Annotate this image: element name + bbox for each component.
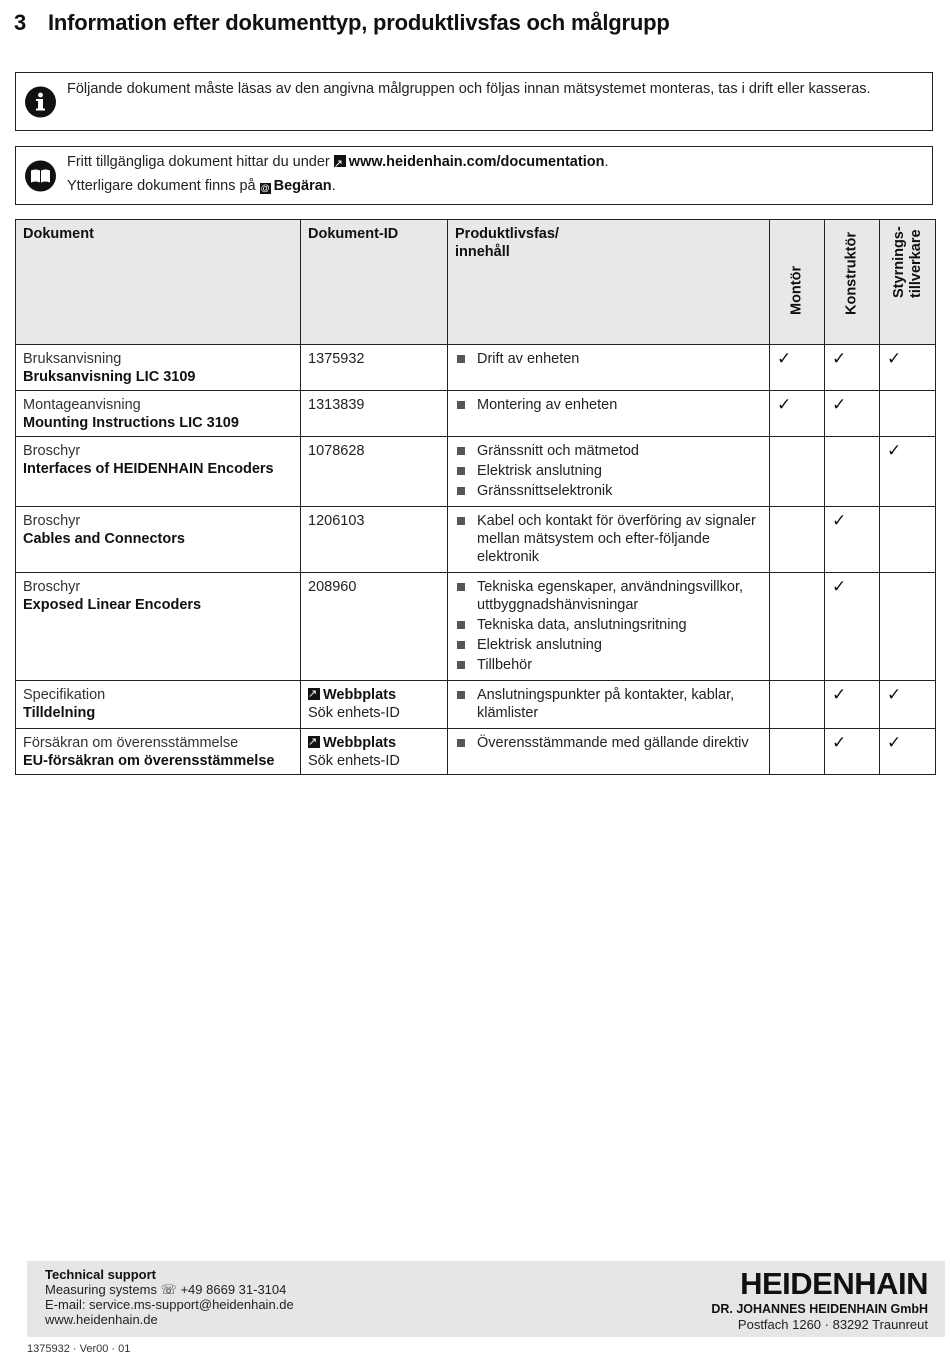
checkmark-icon: ✓ — [887, 441, 902, 460]
footer — [27, 1261, 945, 1337]
designer-cell — [825, 345, 880, 391]
document-id: 208960 — [308, 579, 357, 595]
phase-cell — [448, 391, 770, 437]
documentation-link[interactable]: www.heidenhain.com/documentation — [348, 154, 605, 170]
checkmark-icon: ✓ — [832, 395, 847, 414]
phase-cell — [448, 507, 770, 573]
content-item: Montering av enheten — [455, 396, 762, 414]
document-title: Exposed Linear Encoders — [23, 597, 202, 613]
checkmark-icon: ✓ — [832, 733, 847, 752]
document-id-note: Sök enhets-ID — [308, 753, 400, 769]
fitter-cell — [770, 507, 825, 573]
checkmark-icon: ✓ — [832, 685, 847, 704]
section-number: 3 — [14, 10, 27, 35]
document-type: Broschyr — [23, 513, 81, 529]
header-phase: Produktlivsfas/ innehåll — [448, 220, 770, 345]
documentation-notice — [15, 146, 933, 205]
technical-support — [45, 1267, 294, 1327]
designer-cell — [825, 573, 880, 681]
document-type: Broschyr — [23, 579, 81, 595]
designer-cell — [825, 507, 880, 573]
phase-cell — [448, 573, 770, 681]
table-row — [16, 681, 936, 729]
integrator-cell — [880, 729, 936, 775]
document-cell — [16, 391, 301, 437]
phase-cell — [448, 345, 770, 391]
fitter-cell — [770, 437, 825, 507]
document-id-note: Sök enhets-ID — [308, 705, 400, 721]
section-heading — [14, 10, 670, 36]
integrator-cell — [880, 507, 936, 573]
document-cell — [16, 729, 301, 775]
document-cell — [16, 573, 301, 681]
table-row — [16, 345, 936, 391]
external-link-icon — [308, 688, 320, 700]
fitter-cell — [770, 573, 825, 681]
info-icon — [25, 86, 56, 117]
document-cell — [16, 345, 301, 391]
integrator-cell — [880, 391, 936, 437]
header-designer: Konstruktör — [825, 220, 880, 345]
document-title: Mounting Instructions LIC 3109 — [23, 415, 239, 431]
designer-cell — [825, 391, 880, 437]
checkmark-icon: ✓ — [777, 349, 792, 368]
document-id-cell — [301, 437, 448, 507]
document-id: 1313839 — [308, 397, 365, 413]
table-row — [16, 507, 936, 573]
document-id: 1078628 — [308, 443, 365, 459]
header-document-id: Dokument-ID — [301, 220, 448, 345]
phase-cell — [448, 681, 770, 729]
content-item: Överensstämmande med gällande direktiv — [455, 734, 762, 752]
document-id-cell — [301, 729, 448, 775]
info-notice — [15, 72, 933, 131]
header-document: Dokument — [16, 220, 301, 345]
checkmark-icon: ✓ — [887, 685, 902, 704]
table-row — [16, 391, 936, 437]
fitter-cell — [770, 729, 825, 775]
support-phone: Measuring systems ☏ +49 8669 31-3104 — [45, 1282, 287, 1297]
fitter-cell — [770, 681, 825, 729]
document-title: Interfaces of HEIDENHAIN Encoders — [23, 461, 274, 477]
checkmark-icon: ✓ — [887, 349, 902, 368]
external-link-icon — [334, 155, 346, 167]
document-title: EU-försäkran om överensstämmelse — [23, 753, 275, 769]
document-type: Bruksanvisning — [23, 351, 122, 367]
table-row — [16, 437, 936, 507]
checkmark-icon: ✓ — [832, 511, 847, 530]
table-row — [16, 729, 936, 775]
company-name: DR. JOHANNES HEIDENHAIN GmbH — [711, 1302, 928, 1316]
website-link[interactable]: Webbplats — [323, 687, 397, 703]
document-cell — [16, 437, 301, 507]
request-icon: @ — [260, 183, 270, 193]
designer-cell — [825, 681, 880, 729]
integrator-cell — [880, 681, 936, 729]
document-type: Montageanvisning — [23, 397, 141, 413]
designer-cell — [825, 437, 880, 507]
support-website[interactable]: www.heidenhain.de — [45, 1312, 158, 1327]
document-type: Specifikation — [23, 687, 106, 703]
document-id-cell — [301, 681, 448, 729]
document-id: 1375932 — [308, 351, 365, 367]
document-id: 1206103 — [308, 513, 365, 529]
table-row — [16, 573, 936, 681]
content-item: Anslutningspunkter på kontakter, kablar, klämlister — [455, 686, 762, 722]
document-id-cell — [301, 507, 448, 573]
heidenhain-logo: HEIDENHAIN — [740, 1266, 928, 1301]
external-link-icon — [308, 736, 320, 748]
table-header-row — [16, 220, 936, 345]
header-integrator: Styrnings- tillverkare — [880, 220, 936, 345]
book-icon — [25, 160, 56, 191]
content-item: Kabel och kontakt för överföring av signaler mellan mätsystem och efter-följande elektronik — [455, 512, 762, 566]
support-title: Technical support — [45, 1267, 156, 1282]
phase-cell — [448, 437, 770, 507]
fitter-cell — [770, 391, 825, 437]
checkmark-icon: ✓ — [832, 577, 847, 596]
fitter-cell — [770, 345, 825, 391]
document-title: Tilldelning — [23, 705, 96, 721]
integrator-cell — [880, 437, 936, 507]
content-item: Elektrisk anslutning — [455, 636, 762, 654]
designer-cell — [825, 729, 880, 775]
content-item: Gränssnitt och mätmetod — [455, 442, 762, 460]
section-title: Information efter dokumenttyp, produktlivsfas och målgrupp — [48, 10, 670, 35]
document-table — [15, 219, 936, 775]
document-id-cell — [301, 573, 448, 681]
integrator-cell — [880, 345, 936, 391]
document-cell — [16, 681, 301, 729]
request-link[interactable]: Begäran — [273, 178, 332, 194]
header-fitter: Montör — [770, 220, 825, 345]
document-title: Bruksanvisning LIC 3109 — [23, 369, 196, 385]
document-type: Broschyr — [23, 443, 81, 459]
content-item: Tillbehör — [455, 656, 762, 674]
content-item: Tekniska egenskaper, användningsvillkor, uttbyggnadshänvisningar — [455, 578, 762, 614]
content-item: Elektrisk anslutning — [455, 462, 762, 480]
documentation-line-1: Fritt tillgängliga dokument hittar du under ↗ www.heidenhain.com/documentation. — [67, 150, 608, 174]
content-item: Gränssnittselektronik — [455, 482, 762, 500]
content-item: Tekniska data, anslutningsritning — [455, 616, 762, 634]
website-link[interactable]: Webbplats — [323, 735, 397, 751]
info-notice-text: Följande dokument måste läsas av den angivna målgruppen och följas innan mätsystemet monteras, tas i drift eller kasseras. — [67, 81, 871, 97]
support-email[interactable]: E-mail: service.ms-support@heidenhain.de — [45, 1297, 294, 1312]
checkmark-icon: ✓ — [832, 349, 847, 368]
documentation-line-2: Ytterligare dokument finns på @ Begäran. — [67, 178, 336, 194]
document-title: Cables and Connectors — [23, 531, 185, 547]
document-type: Försäkran om överensstämmelse — [23, 735, 239, 751]
checkmark-icon: ✓ — [887, 733, 902, 752]
content-item: Drift av enheten — [455, 350, 762, 368]
company-address: Postfach 1260 · 83292 Traunreut — [737, 1317, 928, 1332]
integrator-cell — [880, 573, 936, 681]
document-number: 1375932 · Ver00 · 01 — [27, 1343, 131, 1355]
document-cell — [16, 507, 301, 573]
document-id-cell — [301, 391, 448, 437]
phase-cell — [448, 729, 770, 775]
checkmark-icon: ✓ — [777, 395, 792, 414]
document-id-cell — [301, 345, 448, 391]
